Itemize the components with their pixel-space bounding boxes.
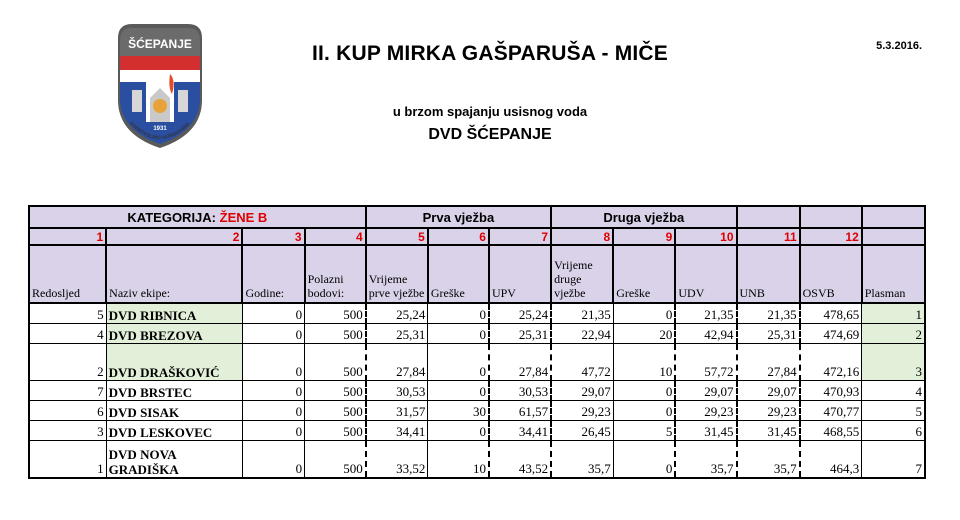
column-header: UPV (489, 245, 551, 303)
cell-plasman: 5 (862, 401, 925, 421)
table-row (29, 381, 925, 401)
team-name: DVD RIBNICA (106, 303, 242, 324)
cell-unb: 31,45 (737, 421, 800, 441)
column-number: 1 (29, 228, 106, 245)
cell-god: 0 (242, 381, 304, 401)
cell-unb: 35,7 (737, 441, 800, 479)
cell-god: 0 (242, 303, 304, 324)
cell-unb: 29,07 (737, 381, 800, 401)
cell-g1: 30 (428, 401, 489, 421)
table-row (29, 344, 925, 381)
cell-god: 0 (242, 441, 304, 479)
cell-pb: 500 (305, 324, 366, 344)
cell-upv: 25,31 (489, 324, 551, 344)
cell-red: 1 (29, 441, 106, 479)
cell-g2: 20 (613, 324, 675, 344)
column-header: UDV (675, 245, 736, 303)
header-groups-row (29, 206, 925, 228)
event-subtitle: u brzom spajanju usisnog voda (392, 104, 588, 119)
cell-god: 0 (242, 401, 304, 421)
cell-osvb: 468,55 (800, 421, 862, 441)
group-first-exercise: Prva vježba (366, 206, 551, 228)
column-header: Godine: (242, 245, 304, 303)
results-table (28, 205, 926, 479)
team-name: DVD NOVA GRADIŠKA (106, 441, 242, 479)
cell-red: 3 (29, 421, 106, 441)
team-name: DVD SISAK (106, 401, 242, 421)
cell-v1: 30,53 (366, 381, 428, 401)
cell-osvb: 472,16 (800, 344, 862, 381)
cell-v2: 47,72 (551, 344, 613, 381)
cell-g2: 10 (613, 344, 675, 381)
cell-red: 6 (29, 401, 106, 421)
club-logo (110, 18, 210, 150)
cell-v2: 21,35 (551, 303, 613, 324)
cell-red: 4 (29, 324, 106, 344)
column-number: 3 (242, 228, 304, 245)
cell-osvb: 470,93 (800, 381, 862, 401)
column-header: Vrijeme prve vježbe (366, 245, 428, 303)
cell-g2: 0 (613, 381, 675, 401)
cell-g1: 0 (428, 324, 489, 344)
cell-unb: 29,23 (737, 401, 800, 421)
column-header-row (29, 245, 925, 303)
column-header: Greške (428, 245, 489, 303)
category-label: KATEGORIJA: (127, 209, 217, 225)
cell-osvb: 478,65 (800, 303, 862, 324)
column-number: 5 (366, 228, 428, 245)
event-date: 5.3.2016. (876, 40, 922, 52)
cell-g2: 5 (613, 421, 675, 441)
cell-v2: 35,7 (551, 441, 613, 479)
cell-v1: 34,41 (366, 421, 428, 441)
column-number: 4 (305, 228, 366, 245)
column-number: 7 (489, 228, 551, 245)
table-row (29, 421, 925, 441)
group-empty (862, 206, 925, 228)
logo-top-text: ŠĆEPANJE (128, 37, 192, 51)
cell-plasman: 3 (862, 344, 925, 381)
cell-v1: 25,31 (366, 324, 428, 344)
cell-pb: 500 (305, 344, 366, 381)
cell-unb: 21,35 (737, 303, 800, 324)
cell-v2: 22,94 (551, 324, 613, 344)
cell-unb: 25,31 (737, 324, 800, 344)
cell-g1: 0 (428, 344, 489, 381)
cell-udv: 29,07 (675, 381, 736, 401)
group-empty (737, 206, 800, 228)
cell-v2: 29,07 (551, 381, 613, 401)
cell-v2: 26,45 (551, 421, 613, 441)
cell-udv: 35,7 (675, 441, 736, 479)
cell-udv: 21,35 (675, 303, 736, 324)
column-number: 9 (613, 228, 675, 245)
column-header: Redosljed (29, 245, 106, 303)
cell-udv: 57,72 (675, 344, 736, 381)
cell-g2: 0 (613, 441, 675, 479)
cell-g2: 0 (613, 303, 675, 324)
cell-upv: 27,84 (489, 344, 551, 381)
results-body (29, 303, 925, 478)
cell-god: 0 (242, 344, 304, 381)
cell-g1: 10 (428, 441, 489, 479)
category-cell (29, 206, 366, 228)
column-number: 12 (800, 228, 862, 245)
column-header: Plasman (862, 245, 925, 303)
column-number (862, 228, 925, 245)
cell-upv: 61,57 (489, 401, 551, 421)
cell-red: 7 (29, 381, 106, 401)
cell-plasman: 6 (862, 421, 925, 441)
column-number: 2 (106, 228, 242, 245)
cell-g1: 0 (428, 421, 489, 441)
table-row (29, 303, 925, 324)
cell-god: 0 (242, 421, 304, 441)
team-name: DVD BREZOVA (106, 324, 242, 344)
page-title: II. KUP MIRKA GAŠPARUŠA - MIČE (311, 42, 669, 65)
column-header: OSVB (800, 245, 862, 303)
column-header: Vrijeme druge vježbe (551, 245, 613, 303)
group-empty (800, 206, 862, 228)
table-row (29, 441, 925, 479)
cell-g2: 0 (613, 401, 675, 421)
cell-pb: 500 (305, 303, 366, 324)
group-second-exercise: Druga vježba (551, 206, 736, 228)
logo-year: 1931 (153, 126, 167, 132)
cell-osvb: 464,3 (800, 441, 862, 479)
cell-plasman: 7 (862, 441, 925, 479)
column-header: Polazni bodovi: (305, 245, 366, 303)
team-name: DVD DRAŠKOVIĆ (106, 344, 242, 381)
cell-pb: 500 (305, 401, 366, 421)
cell-upv: 25,24 (489, 303, 551, 324)
cell-v1: 31,57 (366, 401, 428, 421)
cell-pb: 500 (305, 421, 366, 441)
cell-pb: 500 (305, 381, 366, 401)
cell-v1: 27,84 (366, 344, 428, 381)
organizer-name: DVD ŠĆEPANJE (428, 126, 552, 143)
logo-ring-text: DOBROVOLJNO VATROGASNO (128, 120, 191, 141)
column-number: 8 (551, 228, 613, 245)
cell-red: 2 (29, 344, 106, 381)
cell-upv: 34,41 (489, 421, 551, 441)
team-name: DVD LESKOVEC (106, 421, 242, 441)
cell-udv: 42,94 (675, 324, 736, 344)
column-number: 10 (675, 228, 736, 245)
column-number: 11 (737, 228, 800, 245)
cell-osvb: 474,69 (800, 324, 862, 344)
cell-v1: 25,24 (366, 303, 428, 324)
cell-udv: 29,23 (675, 401, 736, 421)
table-row (29, 401, 925, 421)
column-header: Greške (613, 245, 675, 303)
cell-v2: 29,23 (551, 401, 613, 421)
cell-g1: 0 (428, 381, 489, 401)
cell-red: 5 (29, 303, 106, 324)
cell-v1: 33,52 (366, 441, 428, 479)
cell-udv: 31,45 (675, 421, 736, 441)
column-header: UNB (737, 245, 800, 303)
cell-pb: 500 (305, 441, 366, 479)
category-value: ŽENE B (219, 209, 268, 225)
column-number-row (29, 228, 925, 245)
column-header: Naziv ekipe: (106, 245, 242, 303)
cell-g1: 0 (428, 303, 489, 324)
cell-upv: 43,52 (489, 441, 551, 479)
column-number: 6 (428, 228, 489, 245)
cell-upv: 30,53 (489, 381, 551, 401)
cell-plasman: 2 (862, 324, 925, 344)
cell-plasman: 1 (862, 303, 925, 324)
team-name: DVD BRSTEC (106, 381, 242, 401)
cell-unb: 27,84 (737, 344, 800, 381)
cell-osvb: 470,77 (800, 401, 862, 421)
cell-god: 0 (242, 324, 304, 344)
table-row (29, 324, 925, 344)
cell-plasman: 4 (862, 381, 925, 401)
